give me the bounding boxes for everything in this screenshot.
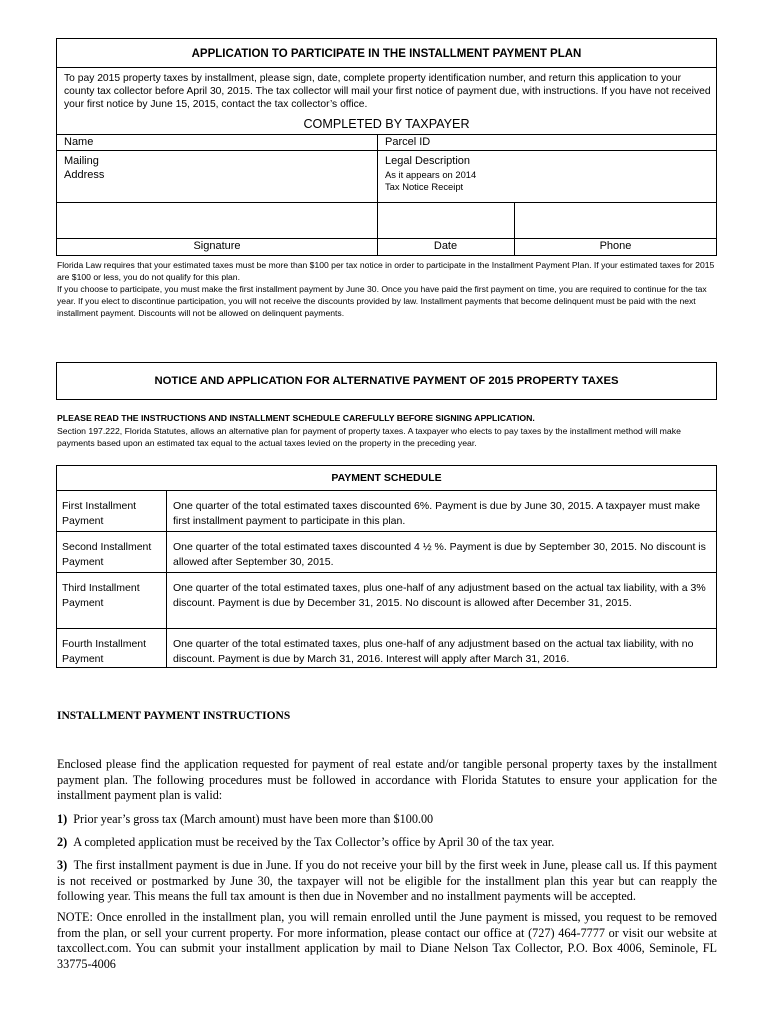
divider (57, 67, 716, 68)
mailing-address-field[interactable] (117, 152, 372, 201)
signature-field[interactable] (58, 204, 376, 237)
application-form (56, 38, 717, 256)
installment-label: First Installment Payment (57, 491, 167, 531)
read-instructions (57, 412, 717, 450)
table-row (57, 573, 716, 629)
item-text: The first installment payment is due in June. If you do not receive your bill by the first week in June, please call us. If this payment is not received or postmarked by June 30, the taxpayer will not be eligible for the installment plan this year but can reapply the following year. This means the full tax amount is then due in November and no installment payments will be accepted. (57, 858, 718, 903)
payment-schedule-title: PAYMENT SCHEDULE (57, 466, 716, 491)
payment-schedule-table (56, 465, 717, 668)
legal-description-field[interactable] (497, 152, 712, 201)
installment-terms: One quarter of the total estimated taxes, plus one-half of any adjustment based on the actual tax liability, with a 3% discount. Payment is due by December 31, 2015. No discount is allowed after December 31, 2015. (173, 582, 706, 609)
legal-description-label: Legal Description (385, 155, 470, 167)
enrollment-note: NOTE: Once enrolled in the installment plan, you will remain enrolled until the June payment is missed, you request to be removed from the plan, or sell your current property. For more information, please contact our office at (727) 464-7777 or visit our website at taxcollect.com. You can submit your installment application by mail to Diane Nelson Tax Collector, P.O. Box 4006, Seminole, FL 33775-4006 (57, 910, 717, 971)
item-number: 3) (57, 858, 68, 872)
divider (57, 202, 716, 203)
notice-title: NOTICE AND APPLICATION FOR ALTERNATIVE PAYMENT OF 2015 PROPERTY TAXES (154, 375, 619, 387)
disclaimer-text: If you choose to participate, you must make the first installment payment by June 30. Once you have paid the first payment on time, you are required to continue for the tax year. If you elect to discontinue participation, you will not receive the discounts provided by law. Installment payments that become delinquent must be paid with the next installment payment. Discounts will not be allowed on delinquent payments. (57, 284, 707, 318)
installment-terms: One quarter of the total estimated taxes discounted 6%. Payment is due by June 30, 2015. A taxpayer must make first installment payment to participate in this plan. (173, 500, 701, 527)
address-label: Address (64, 169, 105, 181)
divider (377, 134, 378, 255)
item-number: 2) (57, 835, 68, 849)
divider (57, 150, 716, 151)
list-item (57, 812, 717, 828)
instructions-heading: INSTALLMENT PAYMENT INSTRUCTIONS (57, 710, 291, 722)
read-instructions-heading: PLEASE READ THE INSTRUCTIONS AND INSTALLMENT SCHEDULE CAREFULLY BEFORE SIGNING APPLICATION. (57, 413, 535, 423)
name-label: Name (64, 136, 94, 148)
item-text: A completed application must be received by the Tax Collector’s office by April 30 of the tax year. (73, 835, 555, 849)
application-title: APPLICATION TO PARTICIPATE IN THE INSTALLMENT PAYMENT PLAN (191, 48, 582, 60)
installment-label: Second Installment Payment (57, 532, 167, 572)
phone-label: Phone (599, 240, 632, 252)
list-item (57, 858, 717, 905)
signature-label: Signature (193, 240, 241, 252)
item-text: Prior year’s gross tax (March amount) must have been more than $100.00 (73, 812, 434, 826)
legal-description-note: As it appears on 2014 (385, 169, 477, 180)
list-item (57, 835, 717, 851)
notice-title-box (56, 362, 717, 400)
installment-label: Third Installment Payment (57, 573, 167, 628)
instructions-intro: Enclosed please find the application requested for payment of real estate and/or tangible personal property taxes by the installment payment plan. The following procedures must be followed in accordance with Florida Statutes to ensure your application for the installment payment plan is valid: (57, 757, 717, 802)
parcel-id-label: Parcel ID (385, 136, 431, 148)
name-field[interactable] (117, 135, 372, 150)
divider (57, 238, 716, 239)
application-intro: To pay 2015 property taxes by installment, please sign, date, complete property identification number, and return this application to your county tax collector before April 30, 2015. The tax collector will mail your first notice of payment due, with instructions. If you have not received your first notice by June 15, 2015, contact the tax collector’s office. (64, 73, 711, 110)
mailing-label: Mailing (64, 155, 99, 167)
table-row (57, 629, 716, 667)
read-instructions-body: Section 197.222, Florida Statutes, allows an alternative plan for payment of property taxes. A taxpayer who elects to pay taxes by the installment method will make payments based upon an estimated tax equal to the actual taxes levied on the property in the preceding year. (57, 425, 681, 448)
eligibility-disclaimer (57, 259, 717, 319)
date-field[interactable] (379, 204, 513, 237)
parcel-id-field[interactable] (442, 135, 712, 150)
item-number: 1) (57, 812, 68, 826)
installment-label: Fourth Installment Payment (57, 629, 167, 667)
table-row (57, 532, 716, 573)
disclaimer-text: Florida Law requires that your estimated taxes must be more than $100 per tax notice in order to participate in the Installment Payment Plan. If your estimated taxes for 2015 are $100 or less, you do not qualify for this plan. (57, 260, 715, 282)
table-row (57, 491, 716, 532)
installment-terms: One quarter of the total estimated taxes discounted 4 ½ %. Payment is due by September 30, 2015. No discount is allowed after September 30, 2015. (173, 541, 706, 568)
date-label: Date (433, 240, 458, 252)
installment-terms: One quarter of the total estimated taxes, plus one-half of any adjustment based on the actual tax liability, with no discount. Payment is due by March 31, 2016. Interest will apply after March 31, 2016. (173, 638, 694, 665)
phone-field[interactable] (516, 204, 716, 237)
legal-description-note: Tax Notice Receipt (385, 181, 464, 192)
completed-by-taxpayer-heading: COMPLETED BY TAXPAYER (303, 117, 470, 131)
